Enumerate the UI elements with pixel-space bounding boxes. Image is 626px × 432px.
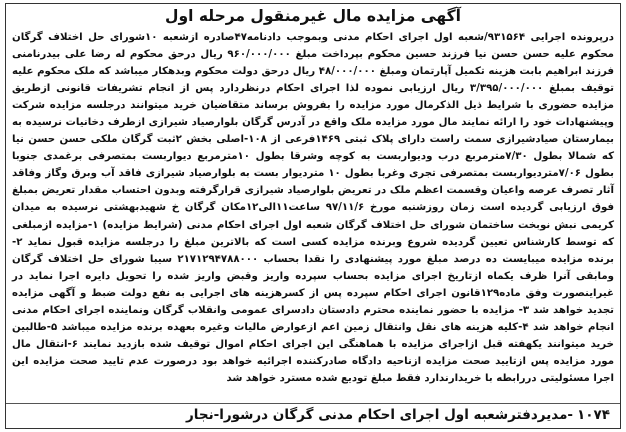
notice-footer [6,403,620,424]
footer-signature: -مدیردفترشعبه اول اجرای احکام مدنی گرگان درشورا-نجار [186,407,574,423]
auction-notice [5,3,621,429]
notice-body: درپرونده اجرایی ۹۳۱۵۶۴/شعبه اول اجرای احکام مدنی وبموجب دادنامه۴۷صادره ازشعبه ۱۰شورای حل اختلاف گرگان محکوم علیه حسن حسن نیا فرزند حسین محکوم بپرداخت مبلغ ۹۶۰/۰۰۰/۰۰۰ ریال درحق محکوم له رضا علی بیدرنامنی فرزند ابراهیم بابت هزینه تکمیل آپارتمان ومبلغ ۴۸/۰۰۰/۰۰۰ ریال درحق دولت محکوم وبدهکار میباشد که ملک محکوم علیه توقیف بمبلغ ۳/۳۹۵/۰۰۰/۰۰۰ ریال ارزیابی نموده لذا اجرای احکام درنظردارد پس از انجام تشریفات قانونی ازطریق مزایده حضوری با شرایط ذیل الذکرمال مورد مزایده را بفروش برساند متقاضیان خرید میتوانند درجلسه مزایده شرکت وپیشنهادات خود را ارائه نمایند مال مورد مزایده ملک واقع در آدرس گرگان بلوارصیاد شیرازی ازطرف دخانیات نرسیده به بیمارستان صیادشیرازی سمت راست دارای پلاک ثبتی ۱۴۶۹فرعی از ۱۰۸-اصلی بخش ۲ثبت گرگان ملکی حسن حسن نیا که شمالا بطول ۷/۳۰مترمربع درب ودیواربست به کوچه وشرقا بطول ۱۰مترمربع دیواربست بمتصرفی برغمدی جنوبا بطول ۷/۰۶متردیواربست بمتصرفی تجری وغربا بطول ۱۰ متردیوار بست به بلوارصیاد شیرازی فاقد آب وبرق وگاز وفاقد آثار تصرف عرصه واعیان وقسمت اعظم ملک در تعریض بلوارصیاد شیرازی قرارگرفته وبدون احتساب مقدار تعریض بمبلغ فوق ارزیابی گردیده است زمان روزشنبه مورخ ۹۷/۱۱/۶ ساعت۱۱الی۱۲مکان گرگان خ شهیدبهشتی نرسیده به میدان کریمی نبش نوبخت ساختمان شورای حل اختلاف گرگان شعبه اول اجرای احکام مدنی (شرایط مزایده) ۱-مزایده ازمبلغی که توسط کارشناس تعیین گردیده شروع وبرنده مزایده کسی است که بالاترین مبلغ را درجلسه مزایده قبول نماید ۲- برنده مزایده میبایست ده درصد مبلغ مورد پیشنهادی را نقدا بحساب ۲۱۷۱۲۹۴۷۸۸۰۰۰ سیبا شورای حل اختلاف گرگان ومابقی آنرا ظرف یکماه ازتاریخ اجرای مزایده بحساب سپرده واریز وقبض واریز شده را تحویل دایره اجرا نماید در غیراینصورت وفق ماده۱۲۹قانون اجرای احکام سپرده پس از کسرهزینه های اجرایی به نفع دولت ضبط و آگهی مزایده تجدید خواهد شد ۳- مزایده با حضور نماینده محترم دادستان دادسرای عمومی وانقلاب گرگان ونماینده اجرای احکام مدنی انجام خواهد شد ۴-کلیه هزینه های نقل وانتقال زمین اعم ازعوارض مالیات وغیره بعهده برنده مزایده میباشد ۵-طالبین خرید میتوانند یکهفته قبل ازاجرای مزایده با هماهنگی این اجرای احکام اموال توقیف شده بازدید نمایند ۶-انتقال مال مورد مزایده پس ازتایید صحت مزایده ازناحیه دادگاه صادرکننده اجرائیه خواهد بود درصورت عدم تایید صحت مزایده این اجرا مسئولیتی دررابطه با خریدارندارد فقط مبلغ تودیع شده مسترد خواهد شد [12,32,615,384]
footer-number: ۱۰۷۴ [577,407,610,423]
notice-title: آگهی مزایده مال غیرمنقول مرحله اول [165,7,461,25]
